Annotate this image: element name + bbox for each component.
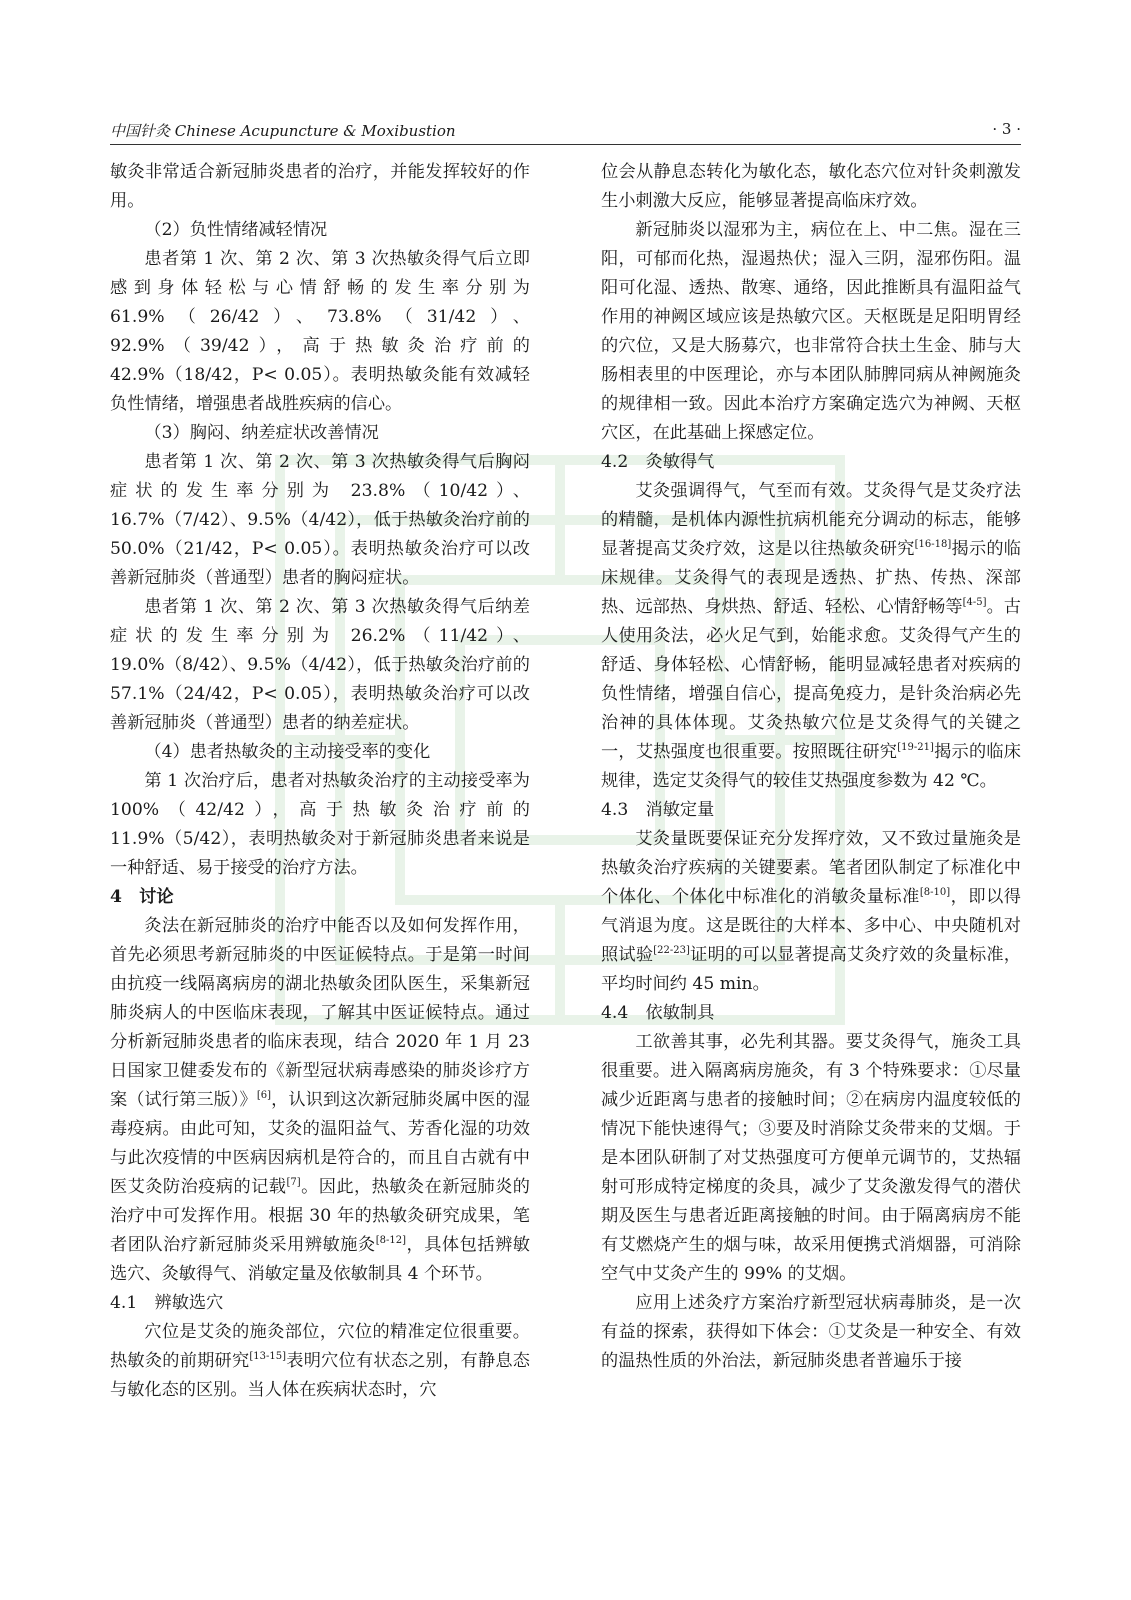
text-run: 揭示的临床规律，选定艾灸得气的较佳艾热强度参数为 42 ℃。 <box>601 742 1021 791</box>
subsection-heading: （4）患者热敏灸的主动接受率的变化 <box>144 742 431 762</box>
paragraph: 患者第 1 次、第 2 次、第 3 次热敏灸得气后胸闷症状的发生率分别为 23.8%（10/42）、16.7%（7/42）、9.5%（4/42），低于热敏灸治疗前的 50.0%（21/42，P< 0.05）。表明热敏灸治疗可以改善新冠肺炎（普通型）患者的胸闷症状。 <box>110 452 530 588</box>
paragraph <box>601 825 1021 999</box>
paragraph: 敏灸非常适合新冠肺炎患者的治疗，并能发挥较好的作用。 <box>110 162 530 211</box>
left-column <box>110 158 530 1405</box>
paragraph: 患者第 1 次、第 2 次、第 3 次热敏灸得气后立即感到身体轻松与心情舒畅的发生率分别为 61.9%（26/42）、73.8%（31/42）、92.9%（39/42），高于热敏灸治疗前的 42.9%（18/42，P< 0.05）。表明热敏灸能有效减轻负性情绪，增强患者战胜疾病的信心。 <box>110 249 530 414</box>
text-run: 。古人使用灸法，必火足气到，始能求愈。艾灸得气产生的舒适、身体轻松、心情舒畅，能明显减轻患者对疾病的负性情绪，增强自信心，提高免疫力，是针灸治病必先治神的具体体现。艾灸热敏穴位是艾灸得气的关键之一，艾热强度也很重要。按照既往研究 <box>601 597 1021 762</box>
running-header <box>110 118 1021 145</box>
right-column <box>601 158 1021 1376</box>
paragraph: 位会从静息态转化为敏化态，敏化态穴位对针灸刺激发生小刺激大反应，能够显著提高临床疗效。 <box>601 162 1021 211</box>
paragraph: 工欲善其事，必先利其器。要艾灸得气，施灸工具很重要。进入隔离病房施灸，有 3 个特殊要求：①尽量减少近距离与患者的接触时间；②在病房内温度较低的情况下能快速得气；③要及时消除艾灸带来的艾烟。于是本团队研制了对艾热强度可方便单元调节的，艾热辐射可形成特定梯度的灸具，减少了艾灸激发得气的潜伏期及医生与患者近距离接触的时间。由于隔离病房不能有艾燃烧产生的烟与味，故采用便携式消烟器，可消除空气中艾灸产生的 99% 的艾烟。 <box>601 1032 1021 1284</box>
citation: [8-12] <box>375 1235 406 1246</box>
page-number: · 3 · <box>992 120 1021 138</box>
journal-title: 中国针灸 Chinese Acupuncture & Moxibustion <box>110 122 456 140</box>
section-heading: 4.3 消敏定量 <box>601 800 715 820</box>
section-heading-discussion: 4 讨论 <box>110 887 174 907</box>
text-run: ，具体包括辨敏选穴、灸敏得气、消敏定量及依敏制具 4 个环节。 <box>110 1235 530 1284</box>
section-heading: 4.1 辨敏选穴 <box>110 1293 224 1313</box>
citation: [8-10] <box>919 887 951 898</box>
text-run: 灸法在新冠肺炎的治疗中能否以及如何发挥作用，首先必须思考新冠肺炎的中医证候特点。于是第一时间由抗疫一线隔离病房的湖北热敏灸团队医生，采集新冠肺炎病人的中医临床表现，了解其中医证候特点。通过分析新冠肺炎患者的临床表现，结合 2020 年 1 月 23 日国家卫健委发布的《新型冠状病毒感染的肺炎诊疗方案（试行第三版）》 <box>110 916 530 1110</box>
paragraph: 新冠肺炎以湿邪为主，病位在上、中二焦。湿在三阳，可郁而化热，湿遏热伏；湿入三阴，湿邪伤阳。温阳可化湿、透热、散寒、通络，因此推断具有温阳益气作用的神阙区域应该是热敏穴区。天枢既是足阳明胃经的穴位，又是大肠募穴，也非常符合扶土生金、肺与大肠相表里的中医理论，亦与本团队肺脾同病从神阙施灸的规律相一致。因此本治疗方案确定选穴为神阙、天枢穴区，在此基础上探感定位。 <box>601 220 1021 443</box>
text-run: 艾灸强调得气，气至而有效。艾灸得气是艾灸疗法的精髓，是机体内源性抗病机能充分调动的标志，能够显著提高艾灸疗效，这是以往热敏灸研究 <box>601 481 1021 559</box>
text-run: 揭示的临床规律。艾灸得气的表现是透热、扩热、传热、深部热、远部热、身烘热、舒适、轻松、心情舒畅等 <box>601 539 1021 617</box>
citation: [19-21] <box>897 742 934 753</box>
citation: [6] <box>256 1090 271 1101</box>
text-run: 表明穴位有状态之别，有静息态与敏化态的区别。当人体在疾病状态时，穴 <box>110 1351 530 1400</box>
citation: [22-23] <box>653 945 690 956</box>
text-run: 艾灸量既要保证充分发挥疗效，又不致过量施灸是热敏灸治疗疾病的关键要素。笔者团队制定了标准化中个体化、个体化中标准化的消敏灸量标准 <box>601 829 1021 907</box>
text-run: ，即以得气消退为度。这是既往的大样本、多中心、中央随机对照试验 <box>601 887 1021 965</box>
paragraph: 第 1 次治疗后，患者对热敏灸治疗的主动接受率为 100%（42/42），高于热敏灸治疗前的 11.9%（5/42），表明热敏灸对于新冠肺炎患者来说是一种舒适、易于接受的治疗方法。 <box>110 771 530 878</box>
paragraph <box>110 1318 530 1405</box>
text-run: 证明的可以显著提高艾灸疗效的灸量标准，平均时间约 45 min。 <box>601 945 1021 994</box>
citation: [7] <box>286 1177 301 1188</box>
paragraph <box>601 477 1021 796</box>
text-run: 。因此，热敏灸在新冠肺炎的治疗中可发挥作用。根据 30 年的热敏灸研究成果，笔者团队治疗新冠肺炎采用辨敏施灸 <box>110 1177 530 1255</box>
paragraph: 应用上述灸疗方案治疗新型冠状病毒肺炎，是一次有益的探索，获得如下体会：①艾灸是一种安全、有效的温热性质的外治法，新冠肺炎患者普遍乐于接 <box>601 1293 1021 1371</box>
text-run: 穴位是艾灸的施灸部位，穴位的精准定位很重要。热敏灸的前期研究 <box>110 1322 530 1371</box>
section-heading: 4.4 依敏制具 <box>601 1003 715 1023</box>
citation: [4-5] <box>962 597 987 608</box>
citation: [13-15] <box>249 1351 287 1362</box>
paragraph: 患者第 1 次、第 2 次、第 3 次热敏灸得气后纳差症状的发生率分别为 26.2%（11/42）、19.0%（8/42）、9.5%（4/42），低于热敏灸治疗前的 57.1%（24/42，P< 0.05），表明热敏灸治疗可以改善新冠肺炎（普通型）患者的纳差症状。 <box>110 597 530 733</box>
text-run: ，认识到这次新冠肺炎属中医的湿毒疫病。由此可知，艾灸的温阳益气、芳香化湿的功效与此次疫情的中医病因病机是符合的，而且自古就有中医艾灸防治疫病的记载 <box>110 1090 530 1197</box>
subsection-heading: （3）胸闷、纳差症状改善情况 <box>144 423 379 443</box>
paragraph <box>110 912 530 1289</box>
citation: [16-18] <box>914 539 952 550</box>
section-heading: 4.2 灸敏得气 <box>601 452 715 472</box>
subsection-heading: （2）负性情绪减轻情况 <box>144 220 328 240</box>
